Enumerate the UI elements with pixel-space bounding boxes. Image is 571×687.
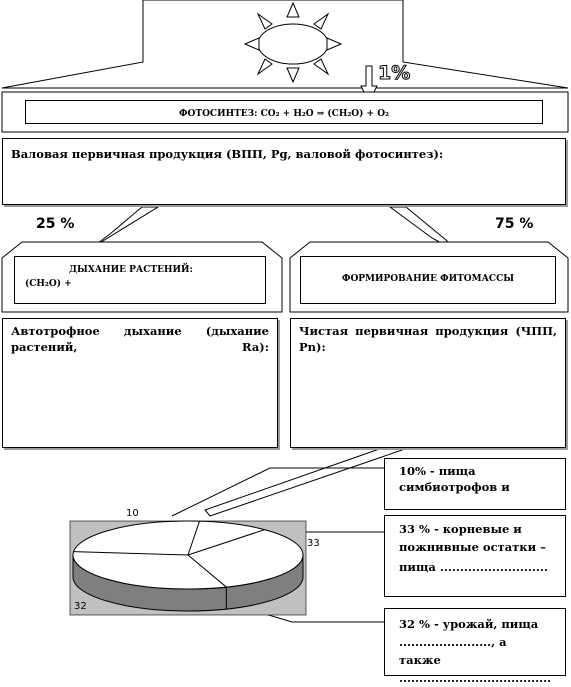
gpp-box — [2, 138, 566, 205]
photosynthesis-equation: ФОТОСИНТЕЗ: CO₂ + H₂O ⇒ (CH₂O) + O₂ — [179, 109, 389, 119]
callout-symbiotrophs-line1: 10% - пища — [399, 464, 476, 478]
sun-efficiency: 1% — [378, 62, 411, 84]
pie-label-33: 33 — [307, 538, 320, 549]
callout-residues-line1: 33 % - корневые и — [399, 522, 522, 536]
respiration-title: ДЫХАНИЕ РАСТЕНИЙ: — [69, 265, 193, 275]
callout-harvest-line2: ......................., а также — [399, 635, 507, 667]
biomass-percent: 75 % — [495, 216, 534, 232]
gpp-label: Валовая первичная продукция (ВПП, Pg, валовой фотосинтез): — [11, 147, 444, 161]
callout-symbiotrophs-line2: симбиотрофов и — [399, 480, 510, 494]
pie-label-10: 10 — [126, 508, 139, 519]
photosynthesis-box — [25, 100, 543, 124]
sun-icon — [245, 3, 341, 82]
callout-harvest-line3: ...................................... — [399, 671, 552, 685]
callout-harvest-line1: 32 % - урожай, пища — [399, 617, 539, 631]
biomass-box — [300, 256, 556, 304]
biomass-desc: Чистая первичная продукция (ЧПП, Pn): — [299, 324, 557, 354]
callout-residues-line3: пища ........................... — [399, 560, 548, 574]
pie-label-32: 32 — [74, 601, 87, 612]
respiration-desc-box — [2, 318, 278, 448]
callout-symbiotrophs — [384, 458, 566, 510]
npp-arrow — [205, 440, 408, 516]
biomass-desc-box — [290, 318, 566, 448]
callout-residues — [384, 515, 566, 597]
pie-chart — [73, 521, 303, 611]
respiration-formula: (CH₂O) + — [25, 279, 72, 289]
biomass-title: ФОРМИРОВАНИЕ ФИТОМАССЫ — [341, 274, 515, 284]
respiration-desc: Автотрофное дыхание (дыхание растений, Ra): — [11, 324, 269, 354]
callout-residues-line2: пожнивные остатки – — [399, 540, 546, 554]
callout-harvest — [384, 608, 566, 685]
respiration-box — [14, 256, 266, 304]
respiration-percent: 25 % — [36, 216, 75, 232]
